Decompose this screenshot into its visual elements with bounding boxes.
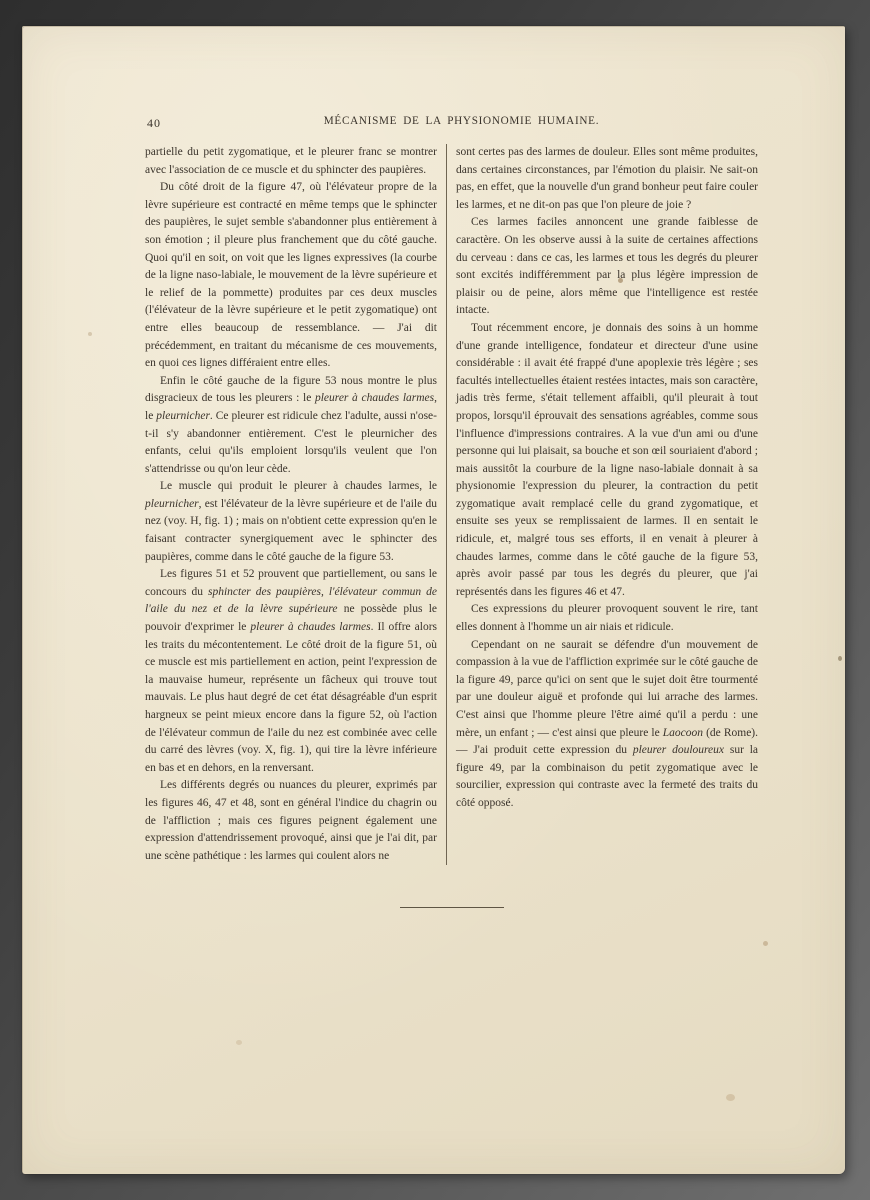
paragraph [456, 320, 758, 602]
text-segment: Cependant on ne saurait se défendre d'un mouvement de compassion à la vue de l'affliction exprimée sur le côté gauche de la figure 49, parce qu'ici on sent que le sujet doit être tourmenté par une douleur aiguë et profonde qui lui arrache des larmes. C'est ainsi que l'homme pleure l'être aimé qu'il a perdu : une mère, un enfant ; — c'est ainsi que pleure le [456, 638, 758, 739]
text-segment: Les figures 51 et 52 prouvent que partiellement, ou sans le concours du [145, 568, 437, 598]
text-block [145, 115, 758, 908]
text-segment: . Il offre alors les traits du mécontentement. Le côté droit de la figure 51, où ce muscle est mis partiellement en action, peint l'expression de la mauvaise humeur, représente un fâcheux qui trouve tout mauvais. Le plus haut degré de cet état désagréable d'un esprit hargneux se peint mieux encore dans la figure 52, où l'action de l'élévateur commun de l'aile du nez est combinée avec celle du carré des lèvres (voy. X, fig. 1), qui tire la lèvre inférieure en bas et en dehors, en la renversant. [145, 621, 438, 774]
italic-text-segment: pleurer à chaudes larmes [314, 392, 435, 405]
foxing-spot [838, 656, 842, 661]
running-title: MÉCANISME DE LA PHYSIONOMIE HUMAINE. [323, 115, 600, 127]
page-header [145, 115, 758, 132]
text-segment: , le [145, 392, 437, 422]
text-segment: sur la figure 49, par la combinaison du petit zygomatique avec le sourcilier, expression qui contraste avec la fermeté des traits du côté opposé. [456, 744, 759, 809]
paragraph [456, 601, 758, 636]
paragraph [456, 144, 758, 214]
foxing-spot [726, 1094, 735, 1101]
italic-text-segment: pleurer douloureux [632, 744, 725, 757]
text-segment: Du côté droit de la figure 47, où l'élévateur propre de la lèvre supérieure est contracté en même temps que le sphincter des paupières, le sujet semble s'abandonner plus entièrement à son émotion ; il pleure plus franchement que du côté gauche. Quoi qu'il en soit, on voit que les lignes expressives (la courbe de la ligne naso-labiale, le mouvement de la lèvre supérieure et le relief de la pommette) produites par ces deux muscles (l'élévateur de la lèvre supérieure et le petit zygomatique) ont entre elles beaucoup de ressemblance. — J'ai dit précédemment, en traitant du mécanisme de ces mouvements, en quoi ces lignes différaient entre elles. [145, 181, 437, 370]
page-number: 40 [147, 116, 161, 130]
right-column [447, 144, 758, 865]
two-column-layout [145, 144, 758, 865]
text-segment: . Ce pleurer est ridicule chez l'adulte, aussi n'ose-t-il s'y abandonner entièrement. C'est le pleurnicher des enfants, celui qu'ils emploient lorsqu'ils veulent que l'on s'attendrisse ou qu'on leur cède. [145, 409, 437, 475]
foxing-spot [763, 941, 768, 946]
text-segment: ne possède plus le pouvoir d'exprimer le [145, 603, 438, 634]
italic-text-segment: pleurnicher [145, 497, 199, 510]
paragraph [145, 179, 437, 373]
text-segment: Enfin le côté gauche de la figure 53 nous montre le plus disgracieux de tous les pleurers : le [145, 374, 437, 405]
paragraph [145, 777, 437, 865]
text-segment: Tout récemment encore, je donnais des soins à un homme d'une grande intelligence, fondateur et directeur d'une usine considérable : il avait été frappé d'une apoplexie très légère ; ses facultés intellectuelles étaient restées intactes, mais son caractère, jadis très ferme, s'était tellement affaibli, qu'il pleurait à tout propos, lorsqu'il éprouvait des sensations agréables, comme sous l'influence d'impressions contraires. A la vue d'un ami ou d'une personne qui lui plaisait, sa bouche et son œil souriaient d'abord ; mais aussitôt la courbure de la ligne naso-labiale donnait à sa physionomie l'expression du pleurer, la contraction du petit zygomatique avait remplacé celle du grand zygomatique, et ensuite ses yeux se remplissaient de larmes. Il en sentait le ridicule, et, malgré tous ses efforts, il en venait à pleurer à chaudes larmes, comme dans le côté gauche de la figure 53, après avoir passé par tous les degrés du pleurer, que j'ai représentés dans les figures 46 et 47. [456, 321, 758, 598]
section-end-rule [400, 907, 504, 908]
left-column [145, 144, 447, 865]
foxing-spot [236, 1040, 242, 1045]
text-segment: Les différents degrés ou nuances du pleurer, exprimés par les figures 46, 47 et 48, sont en général l'indice du chagrin ou de l'affliction ; mais ces figures peignent également une expression d'attendrissement provoqué, ainsi que je l'ai dit, par une scène pathétique : les larmes qui coulent alors ne [145, 779, 437, 862]
text-segment: Ces expressions du pleurer provoquent souvent le rire, tant elles donnent à l'homme un air niais et ridicule. [456, 603, 758, 634]
paragraph [145, 478, 437, 566]
text-segment: Le muscle qui produit le pleurer à chaudes larmes, le [160, 480, 437, 493]
paragraph [456, 637, 758, 813]
paragraph [145, 373, 437, 479]
italic-text-segment: pleurer à chaudes larmes [250, 621, 371, 634]
italic-text-segment: sphincter des paupières, l'élévateur commun de l'aile du nez et de la lèvre supérieure [145, 585, 438, 616]
italic-text-segment: pleurnicher [156, 409, 210, 422]
book-page [22, 26, 845, 1174]
italic-text-segment: Laocoon [662, 726, 704, 739]
paragraph [456, 214, 758, 320]
text-segment: , est l'élévateur de la lèvre supérieure et de l'aile du nez (voy. H, fig. 1) ; mais on n'obtient cette expression qu'en le faisant contracter synergiquement avec le sphincter des paupières, comme dans le côté gauche de la figure 53. [145, 497, 437, 563]
foxing-spot [88, 332, 92, 336]
text-segment: Ces larmes faciles annoncent une grande faiblesse de caractère. On les observe aussi à la suite de certaines affections du cerveau : dans ce cas, les larmes et tous les degrés du pleurer sont excités indifféremment par la plus légère impression de plaisir ou de peine, alors même que l'intelligence est restée intacte. [456, 216, 758, 317]
paragraph [145, 144, 437, 179]
text-segment: (de Rome). — J'ai produit cette expression du [456, 726, 759, 757]
text-segment: sont certes pas des larmes de douleur. Elles sont même produites, dans certaines circonstances, par l'émotion du plaisir. Ne sait-on pas, en effet, que la nouvelle d'un grand bonheur peut faire couler les larmes, et ne dit-on pas que l'on pleure de joie ? [456, 146, 758, 211]
paragraph [145, 566, 437, 777]
text-segment: partielle du petit zygomatique, et le pleurer franc se montrer avec l'association de ce muscle et du sphincter des paupières. [145, 146, 437, 176]
